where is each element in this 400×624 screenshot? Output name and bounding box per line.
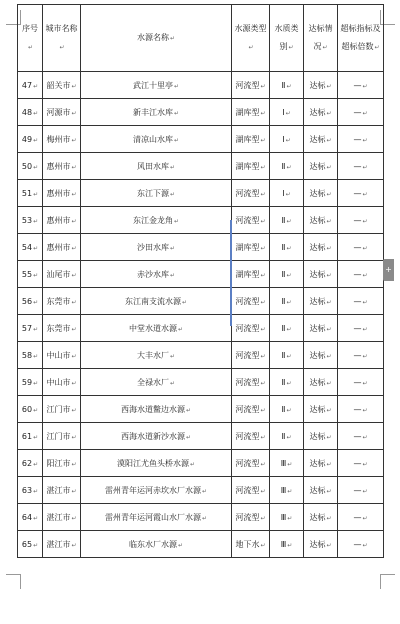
table-row [18, 531, 384, 558]
table-row [18, 315, 384, 342]
table-row [18, 369, 384, 396]
cell-exceed: —↵ [338, 450, 384, 477]
header-seq: 序号↵ [18, 5, 43, 72]
cell-city: 湛江市↵ [43, 531, 81, 558]
cell-status: 达标↵ [304, 288, 338, 315]
cell-seq: 53↵ [18, 207, 43, 234]
cell-name: 风田水库↵ [81, 153, 232, 180]
cell-status: 达标↵ [304, 72, 338, 99]
cell-type: 河流型↵ [232, 342, 270, 369]
cell-exceed: —↵ [338, 342, 384, 369]
cell-exceed: —↵ [338, 423, 384, 450]
cell-type: 湖库型↵ [232, 153, 270, 180]
cell-exceed: —↵ [338, 288, 384, 315]
cell-city: 韶关市↵ [43, 72, 81, 99]
table-row [18, 153, 384, 180]
cell-type: 湖库型↵ [232, 261, 270, 288]
cell-status: 达标↵ [304, 126, 338, 153]
cell-city: 汕尾市↵ [43, 261, 81, 288]
cell-type: 河流型↵ [232, 477, 270, 504]
cell-type: 地下水↵ [232, 531, 270, 558]
cell-quality: Ⅲ↵ [270, 531, 304, 558]
cell-quality: Ⅲ↵ [270, 504, 304, 531]
cell-city: 江门市↵ [43, 396, 81, 423]
cell-status: 达标↵ [304, 396, 338, 423]
cell-exceed: —↵ [338, 477, 384, 504]
cell-name: 大丰水厂↵ [81, 342, 232, 369]
cell-quality: Ⅰ↵ [270, 126, 304, 153]
table-row [18, 261, 384, 288]
table-row [18, 72, 384, 99]
cell-type: 河流型↵ [232, 180, 270, 207]
cell-seq: 54↵ [18, 234, 43, 261]
cell-quality: Ⅱ↵ [270, 72, 304, 99]
cell-type: 河流型↵ [232, 504, 270, 531]
cell-status: 达标↵ [304, 99, 338, 126]
cell-status: 达标↵ [304, 207, 338, 234]
table-row [18, 207, 384, 234]
table-row [18, 126, 384, 153]
cell-city: 河源市↵ [43, 99, 81, 126]
header-quality: 水质类别↵ [270, 5, 304, 72]
cell-city: 江门市↵ [43, 423, 81, 450]
cell-type: 湖库型↵ [232, 99, 270, 126]
cell-name: 沙田水库↵ [81, 234, 232, 261]
cell-quality: Ⅲ↵ [270, 477, 304, 504]
cell-type: 河流型↵ [232, 396, 270, 423]
cell-exceed: —↵ [338, 315, 384, 342]
table-row [18, 423, 384, 450]
cell-city: 东莞市↵ [43, 288, 81, 315]
cell-exceed: —↵ [338, 234, 384, 261]
cell-seq: 56↵ [18, 288, 43, 315]
crop-mark-bottom-left [6, 574, 21, 589]
cell-name: 雷州青年运河赤坎水厂水源↵ [81, 477, 232, 504]
cell-seq: 62↵ [18, 450, 43, 477]
cell-status: 达标↵ [304, 504, 338, 531]
cell-seq: 65↵ [18, 531, 43, 558]
cell-city: 惠州市↵ [43, 153, 81, 180]
cell-status: 达标↵ [304, 234, 338, 261]
cell-seq: 61↵ [18, 423, 43, 450]
cell-quality: Ⅱ↵ [270, 207, 304, 234]
cell-type: 湖库型↵ [232, 126, 270, 153]
cell-quality: Ⅱ↵ [270, 342, 304, 369]
cell-type: 河流型↵ [232, 72, 270, 99]
cell-name: 临东水厂水源↵ [81, 531, 232, 558]
cell-name: 清凉山水库↵ [81, 126, 232, 153]
cell-status: 达标↵ [304, 531, 338, 558]
cell-quality: Ⅰ↵ [270, 99, 304, 126]
cell-name: 东江下源↵ [81, 180, 232, 207]
table-row [18, 450, 384, 477]
cell-type: 湖库型↵ [232, 234, 270, 261]
cell-city: 中山市↵ [43, 369, 81, 396]
cell-city: 惠州市↵ [43, 207, 81, 234]
cell-quality: Ⅱ↵ [270, 261, 304, 288]
cell-seq: 51↵ [18, 180, 43, 207]
cell-exceed: —↵ [338, 126, 384, 153]
table-body [18, 72, 384, 558]
cell-seq: 58↵ [18, 342, 43, 369]
cell-quality: Ⅱ↵ [270, 234, 304, 261]
cell-type: 河流型↵ [232, 288, 270, 315]
cell-quality: Ⅰ↵ [270, 180, 304, 207]
table-header-row [18, 5, 384, 72]
cell-quality: Ⅱ↵ [270, 288, 304, 315]
cell-quality: Ⅱ↵ [270, 315, 304, 342]
cell-city: 东莞市↵ [43, 315, 81, 342]
table-row [18, 234, 384, 261]
cell-status: 达标↵ [304, 342, 338, 369]
cell-status: 达标↵ [304, 423, 338, 450]
cell-seq: 59↵ [18, 369, 43, 396]
cell-city: 梅州市↵ [43, 126, 81, 153]
cell-exceed: —↵ [338, 396, 384, 423]
cell-city: 惠州市↵ [43, 180, 81, 207]
cell-city: 阳江市↵ [43, 450, 81, 477]
crop-mark-bottom-right [380, 574, 395, 589]
cell-exceed: —↵ [338, 99, 384, 126]
cell-name: 武江十里亭↵ [81, 72, 232, 99]
table-row [18, 288, 384, 315]
cell-name: 全禄水厂↵ [81, 369, 232, 396]
cell-status: 达标↵ [304, 450, 338, 477]
table-row [18, 180, 384, 207]
water-source-table [17, 4, 384, 558]
cell-exceed: —↵ [338, 531, 384, 558]
cell-name: 雷州青年运河霞山水厂水源↵ [81, 504, 232, 531]
cell-name: 新丰江水库↵ [81, 99, 232, 126]
cell-status: 达标↵ [304, 180, 338, 207]
cell-seq: 47↵ [18, 72, 43, 99]
cell-seq: 50↵ [18, 153, 43, 180]
side-expand-tab[interactable]: + [383, 259, 394, 281]
header-status: 达标情况↵ [304, 5, 338, 72]
cell-seq: 48↵ [18, 99, 43, 126]
cell-exceed: —↵ [338, 153, 384, 180]
header-type: 水源类型↵ [232, 5, 270, 72]
cell-exceed: —↵ [338, 180, 384, 207]
cell-status: 达标↵ [304, 261, 338, 288]
cell-type: 河流型↵ [232, 207, 270, 234]
cell-name: 西海水道鳖边水源↵ [81, 396, 232, 423]
cell-quality: Ⅱ↵ [270, 153, 304, 180]
cell-seq: 60↵ [18, 396, 43, 423]
cell-city: 惠州市↵ [43, 234, 81, 261]
cell-seq: 49↵ [18, 126, 43, 153]
cell-city: 湛江市↵ [43, 477, 81, 504]
cell-quality: Ⅱ↵ [270, 396, 304, 423]
cell-type: 河流型↵ [232, 450, 270, 477]
cell-status: 达标↵ [304, 315, 338, 342]
cell-name: 东江南支流水源↵ [81, 288, 232, 315]
cell-exceed: —↵ [338, 72, 384, 99]
cell-status: 达标↵ [304, 369, 338, 396]
cell-exceed: —↵ [338, 207, 384, 234]
cell-exceed: —↵ [338, 369, 384, 396]
cell-status: 达标↵ [304, 153, 338, 180]
table-row [18, 504, 384, 531]
cell-city: 中山市↵ [43, 342, 81, 369]
table-row [18, 396, 384, 423]
cell-exceed: —↵ [338, 261, 384, 288]
selection-bar [230, 220, 232, 326]
cell-city: 湛江市↵ [43, 504, 81, 531]
cell-quality: Ⅱ↵ [270, 423, 304, 450]
cell-quality: Ⅲ↵ [270, 450, 304, 477]
table-row [18, 342, 384, 369]
cell-exceed: —↵ [338, 504, 384, 531]
cell-name: 漠阳江尤鱼头桥水源↵ [81, 450, 232, 477]
header-city: 城市名称↵ [43, 5, 81, 72]
table-row [18, 477, 384, 504]
cell-name: 东江金龙角↵ [81, 207, 232, 234]
cell-seq: 55↵ [18, 261, 43, 288]
cell-seq: 63↵ [18, 477, 43, 504]
cell-type: 河流型↵ [232, 315, 270, 342]
table-row [18, 99, 384, 126]
cell-type: 河流型↵ [232, 369, 270, 396]
cell-quality: Ⅱ↵ [270, 369, 304, 396]
cell-seq: 57↵ [18, 315, 43, 342]
cell-seq: 64↵ [18, 504, 43, 531]
header-name: 水源名称↵ [81, 5, 232, 72]
cell-name: 西海水道新沙水源↵ [81, 423, 232, 450]
header-exceed: 超标指标及超标倍数↵ [338, 5, 384, 72]
cell-name: 中堂水道水源↵ [81, 315, 232, 342]
cell-name: 赤沙水库↵ [81, 261, 232, 288]
cell-status: 达标↵ [304, 477, 338, 504]
cell-type: 河流型↵ [232, 423, 270, 450]
